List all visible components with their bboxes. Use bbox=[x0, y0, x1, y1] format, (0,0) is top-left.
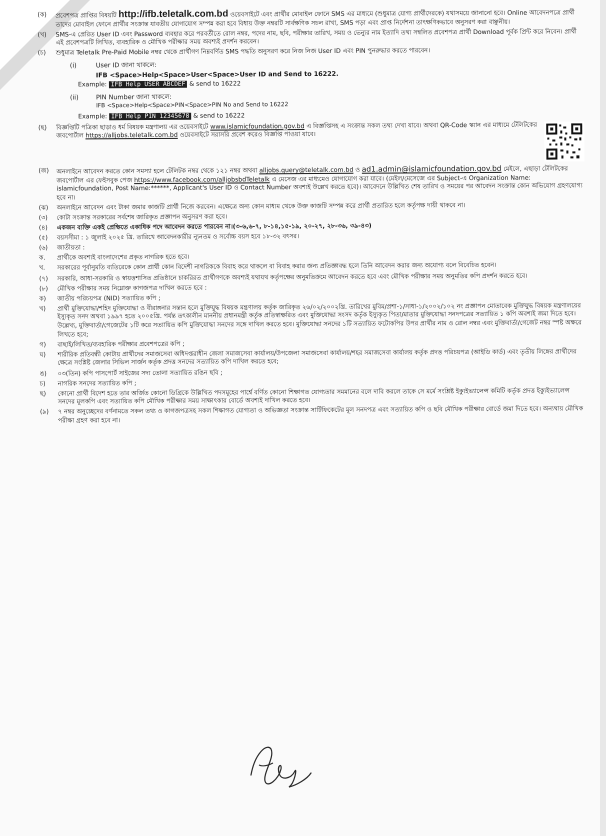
item-text: এ মেসেজ এর মাধ্যমেও যোগাযোগ করা যাবে। (মেইল/মেসেজে এর Subject-এ Organization Name: islamicfoundation, Post Name:******, Applicant's User ID ও Contact Number অবশ্যই উল্লেখ করতে হবে)। আবেদনে উল্লিখিত শেষ তারিখ ও সময়ের পর আবেদন সংক্রান্ত কোন অভিযোগ গ্রহণযোগ্য হবে না। bbox=[56, 174, 583, 202]
recovery-pin bbox=[38, 90, 586, 122]
item-label: খ) bbox=[39, 305, 46, 313]
item-kha bbox=[38, 28, 586, 49]
example-code: IFB Help USER ABCDEF bbox=[110, 80, 186, 89]
sub-heading: PIN Number জানা থাকলে: bbox=[96, 92, 172, 102]
teletalk-email-link[interactable]: alljobs.query@teletalk.com.bd bbox=[259, 166, 354, 175]
item-label: ঘ) bbox=[39, 351, 46, 359]
admin-email-link[interactable]: ad1.admin@islamicfoundation.gov.bd bbox=[361, 163, 502, 174]
sms-syntax: IFB <Space>Help<Space>User<Space>User ID and Send to 16222. bbox=[95, 69, 339, 79]
item-text: বিজ্ঞপ্তিটি পত্রিকা ছাড়াও ধর্ম বিষয়ক মন্ত্রণালয় এর ওয়েবসাইটে bbox=[56, 123, 211, 132]
item-label: (ছ) bbox=[38, 124, 47, 132]
item-cha2 bbox=[38, 121, 586, 166]
item-label: (চ) bbox=[37, 50, 46, 58]
item-text: প্রার্থীকে অবশ্যই বাংলাদেশের প্রকৃত নাগরিক হতে হবে। bbox=[56, 254, 190, 262]
item-label: ক. bbox=[38, 255, 46, 263]
recovery-user-id bbox=[38, 58, 586, 90]
item-cha bbox=[38, 47, 586, 59]
item-text: বয়সসীমা : ১ জুলাই ২০২৫ খ্রি. তারিখে আবেদনকারীর ন্যূনতম ও সর্বোচ্চ বয়স হবে ১৮-৩২ বৎসর। bbox=[56, 233, 300, 242]
item-text: মৌখিক পরীক্ষার সময় নিম্নোক্ত কাগজপত্র দাখিল করতে হবে : bbox=[57, 284, 207, 293]
item-label: (ক) bbox=[37, 11, 47, 19]
item-text: ওয়েবসাইটে এবং প্রার্থীর মোবাইল ফোনে SMS এর মাধ্যমে (শুধুমাত্র যোগ্য প্রার্থীদেরকে) যথাসময়ে জানানো হবে। Online আবেদনপত্রে প্রার্থী তাদের মোবাইল ফোনে প্রার্থীর সংক্রান্ত যাবতীয় যোগাযোগ সম্পন্ন করা হবে বিধায় উক্ত নম্বরটি সার্বক্ষণিক সচল রাখা, SMS পড়া এবং প্রাপ্ত নির্দেশনা তাৎক্ষণিকভাবে অনুসরণ করা বাঞ্ছনীয়। bbox=[55, 9, 575, 29]
list-item bbox=[39, 302, 587, 340]
example-label: Example: bbox=[77, 81, 107, 89]
handwritten-signature bbox=[245, 735, 315, 795]
item-label: খ. bbox=[39, 265, 46, 273]
item-text: ০৩(তিন) কপি পাসপোর্ট সাইজের সদ্য তোলা সত্যায়িত রঙিন ছবি ; bbox=[57, 369, 223, 378]
item-label: ক) bbox=[39, 295, 47, 303]
item-label: (ঝ) bbox=[38, 204, 49, 212]
item-text: কোটা সংক্রান্ত সরকারের সর্বশেষ জারিকৃত প্রজ্ঞাপন অনুসরণ করা হবে। bbox=[56, 213, 228, 222]
example-code: IFB Help PIN 12345678 bbox=[111, 112, 190, 121]
item-text: শারীরিক প্রতিবন্ধী কোটায় প্রার্থীদের সমাজসেবা অধিদপ্তরাধীন জেলা সমাজসেবা কার্যালয়/উপজেলা সমাজসেবা কার্যালয়/শহর সমাজসেবা কার্যালয় কর্তৃক প্রদত্ত পরিচয়পত্র (আইডি কার্ড) এবং তৃতীয় লিঙ্গের প্রার্থীদের ক্ষেত্রে সংশ্লিষ্ট জেলার সিভিল সার্জন কর্তৃক প্রদত্ত সনদের সত্যায়িত কপি দাখিল করতে হবে; bbox=[57, 348, 577, 367]
items-list bbox=[39, 201, 588, 426]
item-text: প্রার্থী মুক্তিযোদ্ধা/শহিদ মুক্তিযোদ্ধা ও বীরাঙ্গনার সন্তান হলে মুক্তিযুদ্ধ বিষয়ক মন্ত্রণালয় কর্তৃক জারিকৃত ২৬/০২/২০০২খ্রি. তারিখের মুবিম/প্রশা-১/সাধা-১/২০০২/১০২ নং প্রজ্ঞাপন মোতাবেক মুক্তিযুদ্ধ বিষয়ক মন্ত্রণালয়ের ইস্যুকৃত সনদ অথবা ১৯৯৭ হতে ২০০৫খ্রি. পর্যন্ত তৎকালীন মাননীয় প্রধানমন্ত্রী কর্তৃক প্রতিস্বাক্ষরিত এবং মুক্তিযোদ্ধা সংসদ কর্তৃক ইস্যুকৃত পিতা/মাতার মুক্তিযোদ্ধা সনদপত্রের সত্যায়িত ১ কপি অবশ্যই জমা দিতে হবে। উল্লেখ্য, মুক্তিবার্তা/গেজেটের ১টি করে সত্যায়িত কপি মুক্তিযোদ্ধা সনদের সঙ্গে দাখিল করতে হবে। মুক্তিযোদ্ধা সনদের ১টি সত্যায়িত ফটোকপির উপর প্রার্থীর নাম ও রোল নম্বর এবং মুক্তিবার্তা/গেজেট নম্বর স্পষ্ট অক্ষরে লিখতে হবে; bbox=[57, 302, 582, 339]
notice-text bbox=[38, 8, 591, 829]
item-label: চ) bbox=[39, 380, 46, 388]
item-text: নাগরিক সনদের সত্যায়িত কপি ; bbox=[57, 379, 137, 388]
qr-code-icon[interactable] bbox=[544, 121, 584, 161]
item-text: ওয়েবসাইটে সরাসরি প্রবেশ করেও বিজ্ঞপ্তি পাওয়া যাবে। bbox=[177, 131, 316, 139]
item-label: ঙ) bbox=[39, 370, 47, 378]
sub-number: (ii) bbox=[70, 93, 79, 102]
list-item bbox=[40, 387, 588, 408]
facebook-link[interactable]: https://www.facebook.com/alljobsbdTeletalk bbox=[134, 175, 270, 184]
item-label: (৭) bbox=[39, 275, 49, 283]
item-ja bbox=[38, 164, 586, 203]
item-text: ৭ নম্বর অনুচ্ছেদের বর্ণনামতে সকল তথ্য ও কাগজপত্রসহ সকল শিক্ষাগত যোগ্যতা ও অভিজ্ঞতা সংক্রান্ত সার্টিফিকেটের মূল সনদপত্র এবং সত্যায়িত কপি ও ছবি মৌখিক পরীক্ষার বোর্ডে জমা দিতে হবে। অন্যথায় মৌখিক পরীক্ষা গ্রহণ করা হবে না। bbox=[57, 405, 584, 425]
islamicfoundation-link[interactable]: www.islamicfoundation.gov.bd bbox=[210, 122, 305, 131]
item-label: ছ) bbox=[39, 390, 47, 398]
page-edge-shadow bbox=[600, 0, 606, 836]
sub-heading: User ID জানা থাকলে: bbox=[95, 60, 157, 70]
item-text: অনলাইনে আবেদন করতে কোন সমস্যা হলে টেলিটক নম্বর থেকে ১২১ নম্বর অথবা bbox=[56, 167, 260, 176]
item-label: (৫) bbox=[38, 234, 48, 242]
list-item bbox=[40, 406, 588, 427]
example-label: Example: bbox=[78, 113, 108, 121]
item-text: শুধুমাত্র Teletalk Pre-Paid Mobile নম্বর থেকে প্রার্থীগণ নিম্নবর্ণিত SMS পদ্ধতি অনুসরণ করে নিজ নিজ User ID এবং PIN পুনরুদ্ধার করতে পারবেন। bbox=[55, 47, 431, 57]
item-text: জাতীয়তা : bbox=[56, 244, 85, 252]
example-tail: & send to 16222 bbox=[191, 112, 245, 120]
item-label: (৯) bbox=[39, 408, 49, 417]
item-label: (খ) bbox=[37, 31, 47, 39]
item-text: প্রবেশপত্র প্রাপ্তির বিষয়টি bbox=[55, 12, 119, 20]
item-text: একজন ব্যক্তি একই প্রেক্ষিতে একাধিক পদে আবেদন করতে পারবেন না।(৩-৬,৬-৭, ৮-১৪,১৫-১৯, ২০-২৭, ২৮-৩৬, ৩৯-৪৩) bbox=[56, 222, 372, 232]
alljobs-link[interactable]: https://alljobs.teletalk.com.bd bbox=[85, 131, 178, 140]
item-label: (৬) bbox=[38, 244, 48, 252]
item-label: গ) bbox=[39, 341, 47, 349]
item-label: (জ) bbox=[38, 167, 49, 175]
teletalk-url[interactable]: http://ifb.teletalk.com.bd bbox=[118, 8, 229, 21]
example-tail: & send to 16222 bbox=[187, 80, 241, 88]
item-ka bbox=[38, 8, 586, 30]
item-text: জাতীয় পরিচয়পত্র (NID) সত্যায়িত কপি ; bbox=[57, 294, 161, 303]
item-text: কোনো প্রার্থী বিদেশ হতে তার অর্জিত কোনো ডিগ্রিকে উল্লিখিত পদসমূহের পার্শ্বে বর্ণিত কোনো শিক্ষাগত যোগ্যতার সমমানের বলে দাবি করলে তাকে সে মর্মে সংশ্লিষ্ট ইক্যুইভ্যালেন্স কমিটি কর্তৃক প্রদত্ত ইক্যুইভ্যালেন্স সনদের মূলকপি এবং সত্যায়িত কপি মৌখিক পরীক্ষার সময় সাক্ষাৎকার বোর্ডে অবশ্যই দাখিল করতে হবে। bbox=[57, 387, 570, 406]
item-text: সরকারের পূর্বানুমতি ব্যতিরেকে কোন প্রার্থী কোন বিদেশী নাগরিককে বিবাহ করে থাকলে বা বিবাহ করার জন্য প্রতিজ্ঞাবদ্ধ হলে তিনি আবেদন করার জন্য অযোগ্য বলে বিবেচিত হবেন। bbox=[57, 262, 497, 273]
list-item bbox=[40, 348, 588, 369]
item-text: বাছাই/লিখিত/ব্যবহারিক পরীক্ষার প্রবেশপত্রের কপি ; bbox=[57, 340, 185, 349]
item-text: অনলাইনে আবেদন এবং টাকা জমার কাজটি প্রার্থী নিজে করবেন। এক্ষেত্রে অন্য কোন মাধ্যম থেকে উক্ত কাজটি সম্পন্ন করে প্রার্থী প্রতারিত হলে কর্তৃপক্ষ দায়ী থাকবে না। bbox=[56, 201, 466, 212]
item-text: SMS-এ প্রেরিত User ID এবং Password ব্যবহার করে পরবর্তীতে রোল নম্বর, পদের নাম, ছবি, পরীক্ষার তারিখ, সময় ও ভেন্যুর নাম ইত্যাদি তথ্য সম্বলিত প্রবেশপত্র প্রার্থী Download পূর্বক প্রিন্ট করে নিবেন। প্রার্থী এই প্রবেশপত্রটি লিখিত, ব্যবহারিক ও মৌখিক পরীক্ষার সময় অবশ্যই প্রদর্শন করবেন। bbox=[55, 28, 577, 47]
item-label: (৪) bbox=[38, 224, 48, 232]
sms-syntax: IFB <Space>Help<Space>PIN<Space>PIN No and Send to 16222 bbox=[96, 102, 289, 110]
item-text: মেইলে, এছাড়া টেলিটকের জবপোর্টাল এর ফেইসবুক পেজ bbox=[56, 165, 568, 185]
sub-number: (i) bbox=[69, 61, 77, 70]
item-text: ও bbox=[353, 166, 362, 174]
item-text: সরকারি, আধা-সরকারি ও স্বায়ত্তশাসিত প্রতিষ্ঠানে চাকরিরত প্রার্থীগণকে অবশ্যই যথাযথ কর্তৃপক্ষের অনুমতিক্রমে আবেদন করতে হবে এবং মৌখিক পরীক্ষার সময় অনুমতির কপি প্রদর্শন করতে হবে। bbox=[57, 272, 528, 283]
item-label: (৩) bbox=[38, 214, 48, 222]
item-label: (৮) bbox=[39, 285, 49, 293]
item-text: এ বিজ্ঞপ্তিসহ এ সংক্রান্ত সকল তথ্য দেখা যাবে। অথবা QR-Code স্ক্যান এর মাধ্যমে টেলিটকের জবপোর্টাল bbox=[56, 121, 538, 140]
